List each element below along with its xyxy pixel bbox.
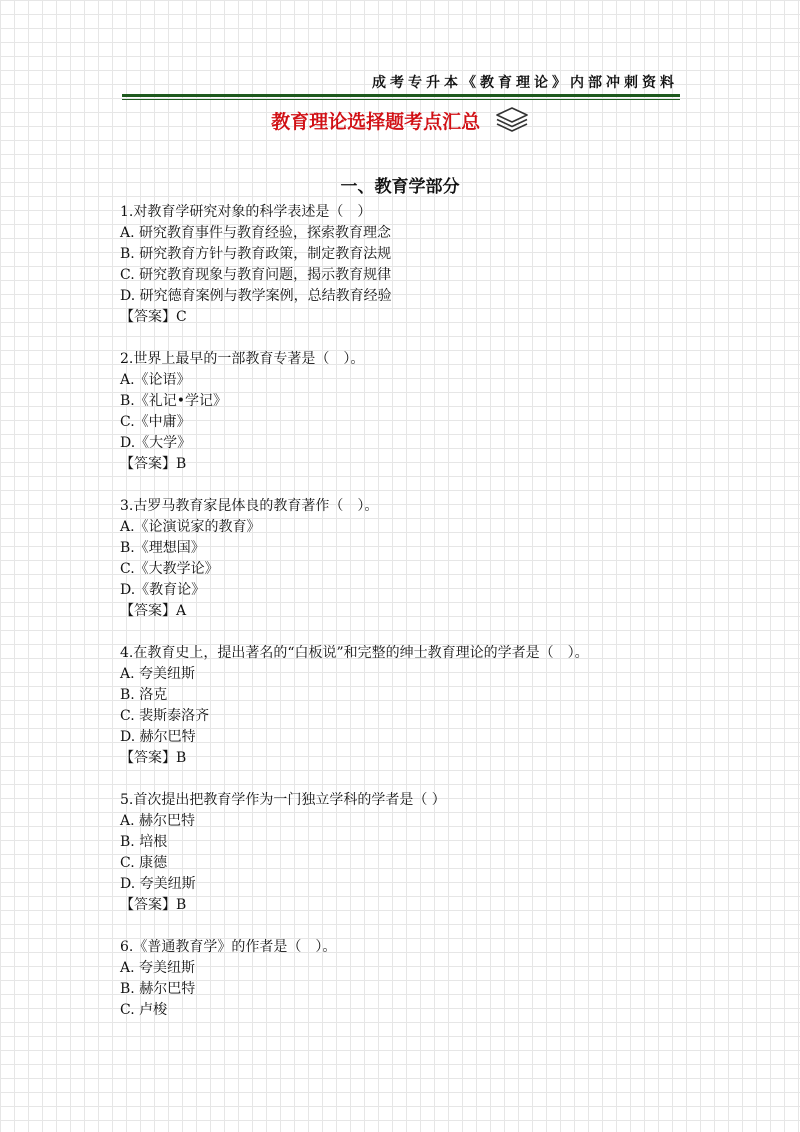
- answer: 【答案】A: [120, 603, 187, 619]
- option-a: A.《论演说家的教育》: [120, 519, 261, 535]
- option-d: D. 研究德育案例与教学案例，总结教育经验: [120, 288, 392, 304]
- answer: 【答案】B: [120, 897, 187, 913]
- question-4: [120, 643, 680, 769]
- option-a: A. 夸美纽斯: [120, 666, 196, 682]
- option-b: B.《理想国》: [120, 540, 205, 556]
- doc-title-text: 教育理论选择题考点汇总: [271, 110, 481, 133]
- header-rule-thin: [122, 99, 680, 100]
- section-title: 一、教育学部分: [340, 177, 460, 197]
- question-5: [120, 790, 680, 916]
- option-d: D.《教育论》: [120, 582, 206, 598]
- answer: 【答案】B: [120, 750, 187, 766]
- header-rule-thick: [122, 94, 680, 97]
- question-stem: 2.世界上最早的一部教育专著是（ ）。: [120, 351, 365, 367]
- option-b: B.《礼记•学记》: [120, 393, 227, 409]
- question-stem: 3.古罗马教育家昆体良的教育著作（ ）。: [120, 498, 379, 514]
- option-c: C.《中庸》: [120, 414, 191, 430]
- doc-title: [0, 106, 800, 134]
- option-a: A.《论语》: [120, 372, 191, 388]
- option-a: A. 夸美纽斯: [120, 960, 196, 976]
- option-d: D.《大学》: [120, 435, 192, 451]
- header-text: 成考专升本《教育理论》内部冲刺资料: [372, 75, 678, 91]
- question-stem: 1.对教育学研究对象的科学表述是（ ）: [120, 204, 372, 220]
- question-stem: 4.在教育史上，提出著名的“白板说”和完整的绅士教育理论的学者是（ ）。: [120, 645, 589, 661]
- option-d: D. 夸美纽斯: [120, 876, 196, 892]
- option-b: B. 赫尔巴特: [120, 981, 196, 997]
- option-a: A. 赫尔巴特: [120, 813, 196, 829]
- option-c: C.《大教学论》: [120, 561, 219, 577]
- option-c: C. 康德: [120, 855, 168, 871]
- option-a: A. 研究教育事件与教育经验，探索教育理念: [120, 225, 392, 241]
- option-c: C. 卢梭: [120, 1002, 168, 1018]
- option-b: B. 洛克: [120, 687, 168, 703]
- option-b: B. 研究教育方针与教育政策，制定教育法规: [120, 246, 392, 262]
- option-b: B. 培根: [120, 834, 168, 850]
- option-c: C. 裴斯泰洛齐: [120, 708, 210, 724]
- answer: 【答案】B: [120, 456, 187, 472]
- question-stem: 5.首次提出把教育学作为一门独立学科的学者是（ ）: [120, 792, 446, 808]
- option-d: D. 赫尔巴特: [120, 729, 196, 745]
- option-c: C. 研究教育现象与教育问题，揭示教育规律: [120, 267, 392, 283]
- question-list: [120, 202, 680, 1042]
- question-1: [120, 202, 680, 328]
- question-6: [120, 937, 680, 1021]
- question-3: [120, 496, 680, 622]
- layers-icon: [495, 106, 529, 134]
- question-2: [120, 349, 680, 475]
- question-stem: 6.《普通教育学》的作者是（ ）。: [120, 939, 337, 955]
- answer: 【答案】C: [120, 309, 187, 325]
